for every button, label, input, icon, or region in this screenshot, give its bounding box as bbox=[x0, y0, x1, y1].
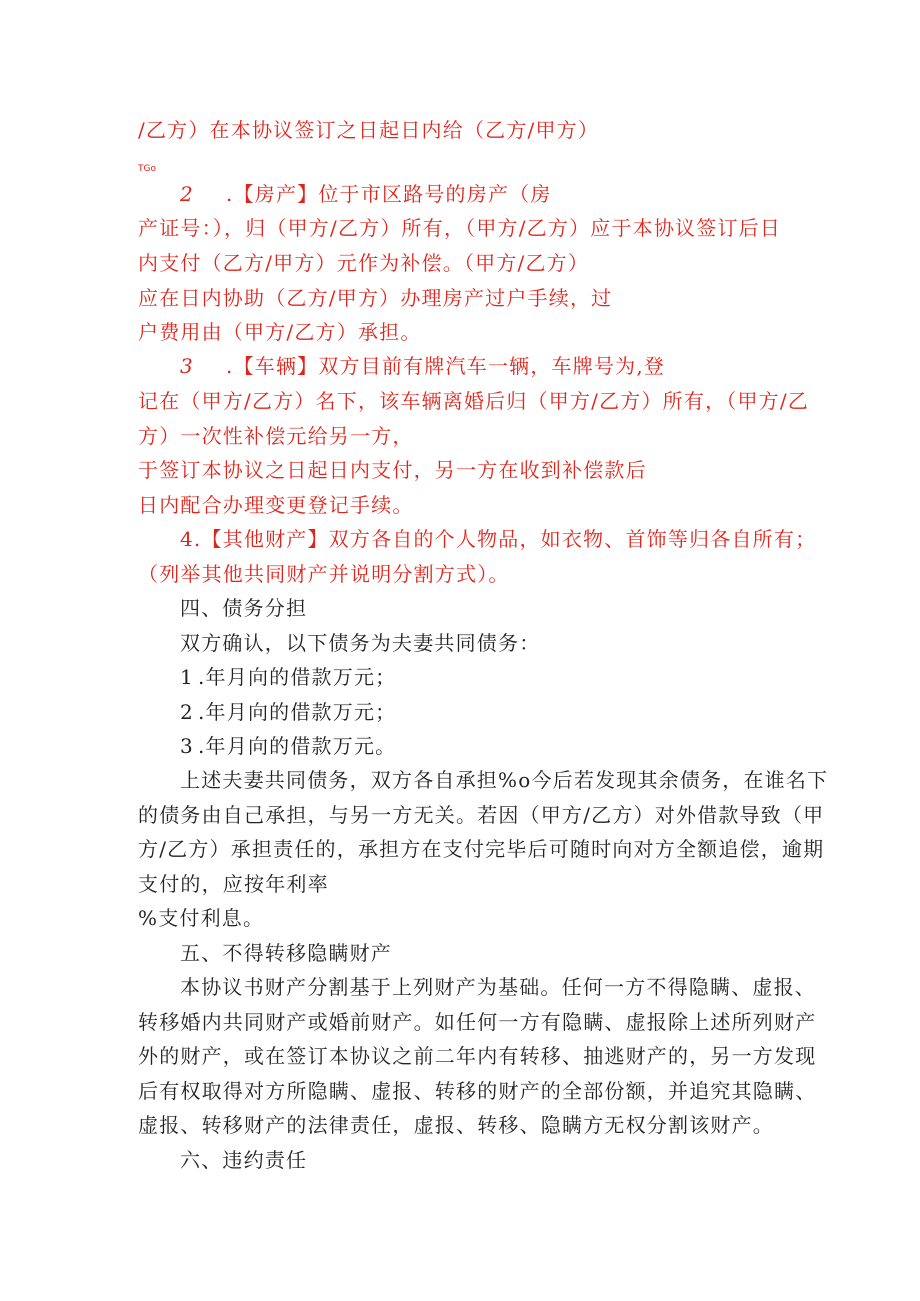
text-line: 产证号：），归（甲方/乙方）所有，（甲方/乙方）应于本协议签订后日 bbox=[138, 216, 782, 240]
text-line: TGo bbox=[138, 164, 156, 174]
text-line: 户费用由（甲方/乙方）承担。 bbox=[138, 320, 422, 344]
text-line: 虚报、转移财产的法律责任，虚报、转移、隐瞒方无权分割该财产。 bbox=[138, 1113, 774, 1137]
text-line bbox=[180, 181, 552, 207]
list-number: 3 bbox=[180, 354, 194, 378]
text-line: 的债务由自己承担，与另一方无关。若因（甲方/乙方）对外借款导致（甲 bbox=[138, 803, 825, 827]
text-line: 内支付（乙方/甲方）元作为补偿。（甲方/乙方） bbox=[138, 251, 590, 275]
text-line-content: .【房产】位于市区路号的房产（房 bbox=[226, 182, 552, 206]
section-heading: 六、违约责任 bbox=[180, 1148, 308, 1172]
list-number: 2 bbox=[180, 700, 194, 724]
list-item bbox=[180, 664, 396, 690]
text-line: 本协议书财产分割基于上列财产为基础。任何一方不得隐瞒、虚报、 bbox=[180, 975, 816, 999]
text-line: %支付利息。 bbox=[138, 906, 265, 930]
text-line: 日内配合办理变更登记手续。 bbox=[138, 493, 414, 517]
list-number: 2 bbox=[180, 182, 194, 206]
text-line: 于签订本协议之日起日内支付，另一方在收到补偿款后 bbox=[138, 458, 647, 482]
text-line: 上述夫妻共同债务，双方各自承担%o今后若发现其余债务，在谁名下 bbox=[180, 768, 829, 792]
list-item bbox=[180, 733, 396, 759]
text-line: /乙方）在本协议签订之日起日内给（乙方/甲方） bbox=[138, 118, 600, 142]
text-line: 方）一次性补偿元给另一方， bbox=[138, 424, 414, 448]
text-line-content: .年月向的借款万元。 bbox=[198, 734, 397, 758]
text-line: 记在（甲方/乙方）名下，该车辆离婚后归（甲方/乙方）所有，（甲方/乙 bbox=[138, 389, 810, 413]
text-line: 方/乙方）承担责任的，承担方在支付完毕后可随时向对方全额追偿，逾期 bbox=[138, 837, 825, 861]
text-line: （列举其他共同财产并说明分割方式）。 bbox=[138, 562, 510, 586]
text-line-content: .【车辆】双方目前有牌汽车一辆，车牌号为,登 bbox=[226, 354, 666, 378]
text-line-content: .年月向的借款万元； bbox=[198, 700, 397, 724]
text-line: 后有权取得对方所隐瞒、虚报、转移的财产的全部份额，并追究其隐瞒、 bbox=[138, 1079, 817, 1103]
text-line-content: .年月向的借款万元； bbox=[198, 665, 397, 689]
section-heading: 五、不得转移隐瞒财产 bbox=[180, 941, 392, 965]
text-line: 转移婚内共同财产或婚前财产。如任何一方有隐瞒、虚报除上述所列财产 bbox=[138, 1010, 817, 1034]
text-line: 4.【其他财产】双方各自的个人物品，如衣物、首饰等归各自所有； bbox=[180, 527, 817, 551]
text-line: 支付的，应按年利率 bbox=[138, 872, 329, 896]
list-number: 3 bbox=[180, 734, 194, 758]
section-heading: 四、债务分担 bbox=[180, 596, 308, 620]
list-item bbox=[180, 699, 396, 725]
text-line: 应在日内协助（乙方/甲方）办理房产过户手续，过 bbox=[138, 286, 613, 310]
text-line: 双方确认，以下债务为夫妻共同债务： bbox=[180, 631, 541, 655]
text-line bbox=[180, 353, 665, 379]
list-number: 1 bbox=[180, 665, 194, 689]
text-line: 外的财产，或在签订本协议之前二年内有转移、抽逃财产的，另一方发现 bbox=[138, 1044, 817, 1068]
